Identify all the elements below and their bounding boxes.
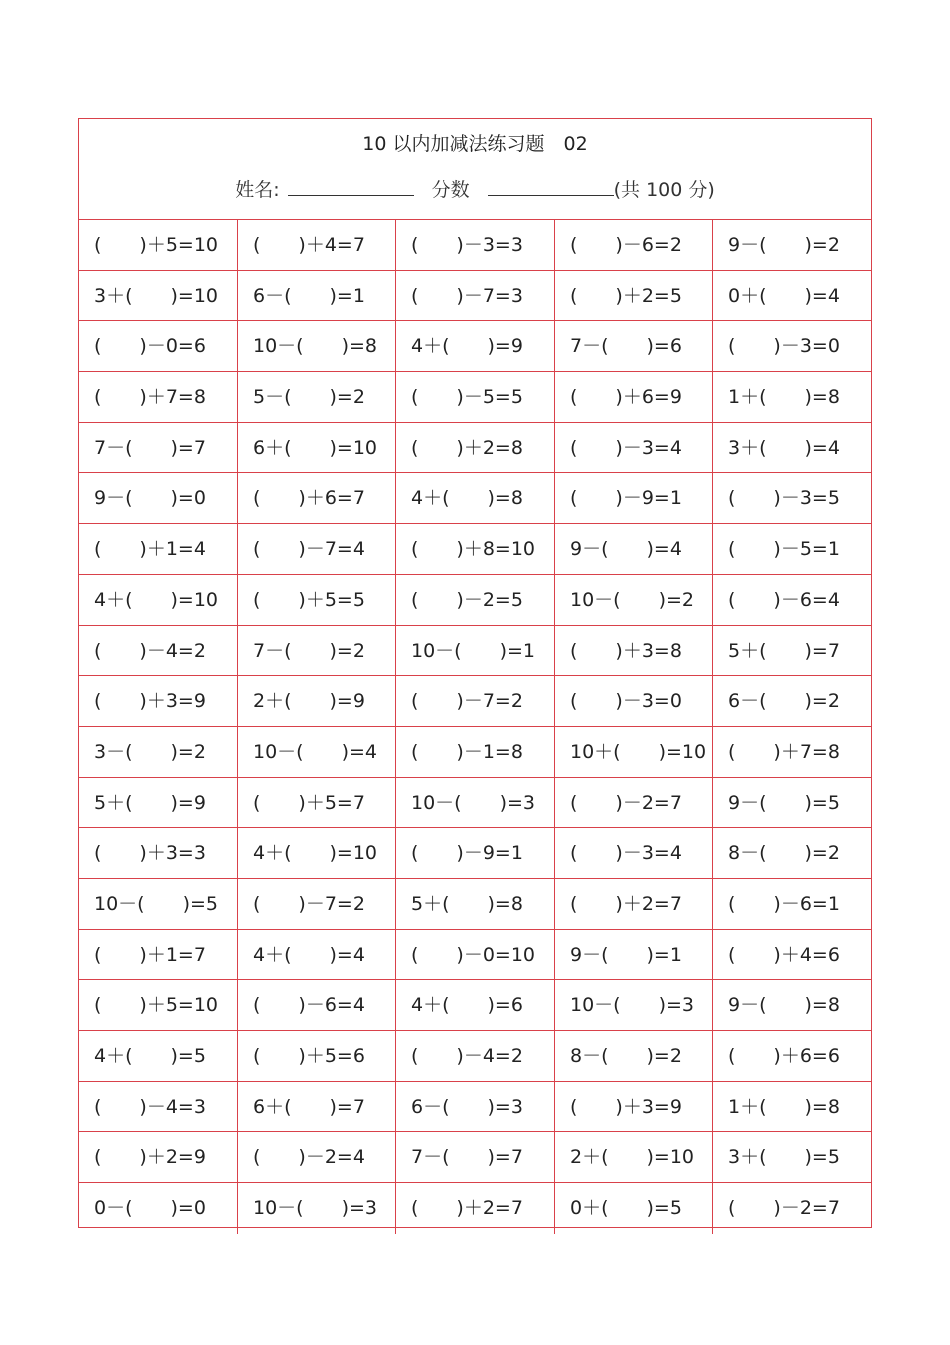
problem-cell[interactable] <box>79 676 238 726</box>
problem-text: 3＋( )=5 <box>728 1146 840 1169</box>
problem-text: ( )－6=2 <box>570 234 682 256</box>
problem-cell[interactable] <box>555 372 713 422</box>
problem-text: ( )＋1=4 <box>94 538 206 561</box>
problem-text: ( )＋2=5 <box>570 284 682 307</box>
problem-cell[interactable] <box>238 271 396 321</box>
problem-row <box>79 778 871 829</box>
problem-cell[interactable] <box>238 879 396 929</box>
problem-cell[interactable] <box>396 930 555 980</box>
problem-cell[interactable] <box>396 1132 555 1182</box>
problem-text: ( )－3=4 <box>570 436 682 459</box>
problem-row <box>79 1183 871 1234</box>
problem-text: 4＋( )=6 <box>411 994 523 1017</box>
problem-text: ( )－7=3 <box>411 284 523 307</box>
problem-text: 2＋( )=10 <box>570 1146 695 1169</box>
problem-text: ( )＋3=9 <box>570 1095 682 1118</box>
problem-cell[interactable] <box>555 676 713 726</box>
problem-text: 10＋( )=10 <box>570 740 707 763</box>
problem-text: 4＋( )=9 <box>411 335 523 358</box>
problem-cell[interactable] <box>79 1132 238 1182</box>
problem-cell[interactable] <box>713 473 871 523</box>
problem-cell[interactable] <box>396 1082 555 1132</box>
problem-text: 4＋( )=10 <box>253 842 378 865</box>
problem-text: 5＋( )=8 <box>411 892 523 915</box>
problem-row <box>79 879 871 930</box>
problem-cell[interactable] <box>713 524 871 574</box>
problem-cell[interactable] <box>713 1031 871 1081</box>
problem-cell[interactable] <box>396 524 555 574</box>
problem-cell[interactable] <box>79 524 238 574</box>
problem-cell[interactable] <box>555 473 713 523</box>
problem-cell[interactable] <box>79 828 238 878</box>
problem-text: 2＋( )=9 <box>253 690 365 713</box>
problem-cell[interactable] <box>713 271 871 321</box>
problem-text: 1＋( )=8 <box>728 1095 840 1118</box>
problem-text: 9－( )=8 <box>728 994 840 1017</box>
problem-cell[interactable] <box>555 1082 713 1132</box>
problem-cell[interactable] <box>555 879 713 929</box>
problem-row <box>79 524 871 575</box>
problem-cell[interactable] <box>396 1183 555 1234</box>
score-blank[interactable] <box>488 177 614 196</box>
problem-text: ( )＋6=7 <box>253 487 365 510</box>
problem-cell[interactable] <box>79 575 238 625</box>
problem-cell[interactable] <box>555 321 713 371</box>
problem-text: 3＋( )=4 <box>728 436 840 459</box>
problem-cell[interactable] <box>238 423 396 473</box>
problem-text: 5＋( )=7 <box>728 639 840 662</box>
problem-text: 8－( )=2 <box>570 1045 682 1067</box>
total-score: (共 100 分) <box>613 179 715 201</box>
problem-text: ( )＋5=6 <box>253 1045 365 1067</box>
problem-cell[interactable] <box>555 1031 713 1081</box>
problem-text: ( )－3=0 <box>728 335 840 358</box>
problem-cell[interactable] <box>238 1183 396 1234</box>
problem-text: 4＋( )=4 <box>253 943 365 966</box>
score-label: 分数 <box>431 179 470 201</box>
problem-text: ( )＋2=7 <box>411 1197 523 1220</box>
problem-text: ( )－2=7 <box>570 791 682 814</box>
problem-text: ( )－3=5 <box>728 487 840 510</box>
problem-text: ( )＋2=7 <box>570 892 682 915</box>
problem-row <box>79 676 871 727</box>
problem-text: 7－( )=7 <box>94 436 206 459</box>
problem-cell[interactable] <box>238 676 396 726</box>
problem-text: ( )－4=3 <box>94 1095 206 1118</box>
problem-text: ( )－7=2 <box>253 892 365 915</box>
problem-text: 10－( )=3 <box>253 1197 378 1220</box>
problem-cell[interactable] <box>79 626 238 676</box>
problem-text: 5－( )=2 <box>253 386 365 409</box>
problem-cell[interactable] <box>238 1082 396 1132</box>
problem-text: ( )＋6=9 <box>570 386 682 409</box>
problem-text: ( )－1=8 <box>411 740 523 763</box>
problem-cell[interactable] <box>713 220 871 270</box>
problem-cell[interactable] <box>238 372 396 422</box>
problem-cell[interactable] <box>396 372 555 422</box>
problem-text: ( )－9=1 <box>411 842 523 865</box>
problem-text: 0＋( )=4 <box>728 284 840 307</box>
problem-cell[interactable] <box>555 524 713 574</box>
problem-cell[interactable] <box>79 930 238 980</box>
problem-row <box>79 930 871 981</box>
problem-text: 10－( )=2 <box>570 588 695 611</box>
problem-cell[interactable] <box>555 828 713 878</box>
problem-cell[interactable] <box>79 727 238 777</box>
problem-text: ( )－5=1 <box>728 538 840 561</box>
problem-text: 7－( )=6 <box>570 335 682 358</box>
problem-cell[interactable] <box>396 575 555 625</box>
problem-text: ( )＋8=10 <box>411 538 536 561</box>
problem-cell[interactable] <box>713 626 871 676</box>
problem-cell[interactable] <box>713 423 871 473</box>
problem-cell[interactable] <box>713 575 871 625</box>
problem-cell[interactable] <box>238 321 396 371</box>
problem-text: ( )－5=5 <box>411 386 523 409</box>
problem-cell[interactable] <box>555 930 713 980</box>
problem-cell[interactable] <box>238 1031 396 1081</box>
problem-text: 10－( )=1 <box>411 639 536 662</box>
problem-text: ( )－4=2 <box>411 1045 523 1067</box>
problem-cell[interactable] <box>713 372 871 422</box>
problem-text: ( )＋3=9 <box>94 690 206 713</box>
problem-row <box>79 372 871 423</box>
problem-row <box>79 321 871 372</box>
problem-cell[interactable] <box>238 778 396 828</box>
problem-cell[interactable] <box>555 727 713 777</box>
problem-cell[interactable] <box>555 220 713 270</box>
problem-cell[interactable] <box>79 271 238 321</box>
problem-cell[interactable] <box>555 778 713 828</box>
problem-text: ( )＋2=9 <box>94 1146 206 1169</box>
problem-text: ( )－9=1 <box>570 487 682 510</box>
problem-text: ( )－3=4 <box>570 842 682 865</box>
problem-text: ( )＋4=7 <box>253 234 365 256</box>
name-label: 姓名: <box>235 179 280 201</box>
problem-text: 9－( )=5 <box>728 791 840 814</box>
problem-text: 9－( )=1 <box>570 943 682 966</box>
problem-cell[interactable] <box>79 372 238 422</box>
problem-cell[interactable] <box>79 879 238 929</box>
problem-text: 3－( )=2 <box>94 740 206 763</box>
problem-cell[interactable] <box>79 778 238 828</box>
problem-cell[interactable] <box>713 778 871 828</box>
problem-text: 7－( )=7 <box>411 1146 523 1169</box>
problem-text: 4＋( )=8 <box>411 487 523 510</box>
problem-cell[interactable] <box>396 879 555 929</box>
problem-text: ( )－4=2 <box>94 639 206 662</box>
problem-row <box>79 423 871 474</box>
problem-cell[interactable] <box>238 828 396 878</box>
problem-text: 7－( )=2 <box>253 639 365 662</box>
student-info-line <box>79 177 871 203</box>
problem-text: ( )＋6=6 <box>728 1045 840 1067</box>
problem-cell[interactable] <box>713 828 871 878</box>
problem-text: 6＋( )=7 <box>253 1095 365 1118</box>
problem-text: 9－( )=2 <box>728 234 840 256</box>
problem-grid <box>79 220 871 1234</box>
problem-text: 8－( )=2 <box>728 842 840 865</box>
problem-cell[interactable] <box>79 1031 238 1081</box>
problem-text: 5＋( )=9 <box>94 791 206 814</box>
problem-row <box>79 980 871 1031</box>
problem-cell[interactable] <box>79 220 238 270</box>
problem-text: ( )－3=3 <box>411 234 523 256</box>
problem-cell[interactable] <box>555 575 713 625</box>
problem-cell[interactable] <box>555 1132 713 1182</box>
problem-cell[interactable] <box>555 423 713 473</box>
problem-cell[interactable] <box>396 828 555 878</box>
problem-text: 9－( )=4 <box>570 538 682 561</box>
problem-text: 10－( )=5 <box>94 892 219 915</box>
problem-text: ( )－6=1 <box>728 892 840 915</box>
problem-cell[interactable] <box>555 980 713 1030</box>
problem-row <box>79 271 871 322</box>
problem-cell[interactable] <box>713 1082 871 1132</box>
problem-text: 6－( )=3 <box>411 1095 523 1118</box>
problem-cell[interactable] <box>396 1031 555 1081</box>
problem-cell[interactable] <box>396 473 555 523</box>
problem-row <box>79 1132 871 1183</box>
problem-text: 9－( )=0 <box>94 487 206 510</box>
problem-text: ( )＋1=7 <box>94 943 206 966</box>
problem-cell[interactable] <box>396 271 555 321</box>
problem-text: ( )＋7=8 <box>94 386 206 409</box>
problem-cell[interactable] <box>713 879 871 929</box>
problem-cell[interactable] <box>713 1183 871 1234</box>
problem-text: ( )＋5=10 <box>94 994 219 1017</box>
problem-text: 10－( )=4 <box>253 740 378 763</box>
problem-cell[interactable] <box>238 980 396 1030</box>
problem-cell[interactable] <box>238 473 396 523</box>
problem-cell[interactable] <box>713 676 871 726</box>
problem-cell[interactable] <box>238 626 396 676</box>
worksheet <box>78 118 872 1228</box>
problem-text: ( )－2=4 <box>253 1146 365 1169</box>
problem-text: 10－( )=8 <box>253 335 378 358</box>
problem-cell[interactable] <box>238 524 396 574</box>
problem-cell[interactable] <box>396 727 555 777</box>
problem-row <box>79 626 871 677</box>
problem-cell[interactable] <box>396 220 555 270</box>
problem-cell[interactable] <box>238 220 396 270</box>
problem-cell[interactable] <box>713 727 871 777</box>
problem-text: 10－( )=3 <box>570 994 695 1017</box>
problem-cell[interactable] <box>396 778 555 828</box>
problem-text: ( )－6=4 <box>253 994 365 1017</box>
problem-row <box>79 727 871 778</box>
problem-cell[interactable] <box>79 473 238 523</box>
problem-text: ( )－2=5 <box>411 588 523 611</box>
problem-cell[interactable] <box>555 271 713 321</box>
problem-cell[interactable] <box>713 980 871 1030</box>
problem-row <box>79 575 871 626</box>
problem-cell[interactable] <box>396 676 555 726</box>
problem-text: ( )－0=10 <box>411 943 536 966</box>
worksheet-title: 10 以内加减法练习题 02 <box>362 133 588 155</box>
problem-text: 0－( )=0 <box>94 1197 206 1220</box>
problem-text: 6－( )=2 <box>728 690 840 713</box>
problem-text: 6＋( )=10 <box>253 436 378 459</box>
problem-text: ( )－0=6 <box>94 335 206 358</box>
problem-cell[interactable] <box>79 980 238 1030</box>
problem-text: ( )＋5=10 <box>94 234 219 256</box>
problem-text: ( )＋3=3 <box>94 842 206 865</box>
worksheet-header <box>79 119 871 220</box>
problem-cell[interactable] <box>79 1183 238 1234</box>
problem-cell[interactable] <box>713 321 871 371</box>
problem-cell[interactable] <box>555 626 713 676</box>
problem-text: ( )－3=0 <box>570 690 682 713</box>
problem-cell[interactable] <box>555 1183 713 1234</box>
problem-cell[interactable] <box>238 727 396 777</box>
problem-text: ( )－7=2 <box>411 690 523 713</box>
problem-text: 1＋( )=8 <box>728 386 840 409</box>
problem-text: 0＋( )=5 <box>570 1197 682 1220</box>
problem-row <box>79 220 871 271</box>
problem-cell[interactable] <box>713 1132 871 1182</box>
problem-cell[interactable] <box>79 423 238 473</box>
problem-text: ( )＋4=6 <box>728 943 840 966</box>
problem-cell[interactable] <box>396 980 555 1030</box>
problem-text: 10－( )=3 <box>411 791 536 814</box>
problem-text: 4＋( )=5 <box>94 1045 206 1067</box>
problem-text: 3＋( )=10 <box>94 284 219 307</box>
problem-text: ( )＋5=5 <box>253 588 365 611</box>
problem-text: ( )＋2=8 <box>411 436 523 459</box>
problem-text: 4＋( )=10 <box>94 588 219 611</box>
problem-cell[interactable] <box>238 930 396 980</box>
problem-text: ( )＋5=7 <box>253 791 365 814</box>
problem-text: ( )＋7=8 <box>728 740 840 763</box>
problem-text: 6－( )=1 <box>253 284 365 307</box>
problem-cell[interactable] <box>396 321 555 371</box>
problem-cell[interactable] <box>238 575 396 625</box>
problem-text: ( )－7=4 <box>253 538 365 561</box>
problem-cell[interactable] <box>238 1132 396 1182</box>
problem-text: ( )－2=7 <box>728 1197 840 1220</box>
problem-text: ( )＋3=8 <box>570 639 682 662</box>
problem-text: ( )－6=4 <box>728 588 840 611</box>
problem-cell[interactable] <box>713 930 871 980</box>
problem-cell[interactable] <box>396 423 555 473</box>
problem-row <box>79 828 871 879</box>
problem-cell[interactable] <box>79 1082 238 1132</box>
problem-row <box>79 1082 871 1133</box>
problem-cell[interactable] <box>396 626 555 676</box>
problem-row <box>79 1031 871 1082</box>
problem-row <box>79 473 871 524</box>
problem-cell[interactable] <box>79 321 238 371</box>
name-blank[interactable] <box>288 177 414 196</box>
